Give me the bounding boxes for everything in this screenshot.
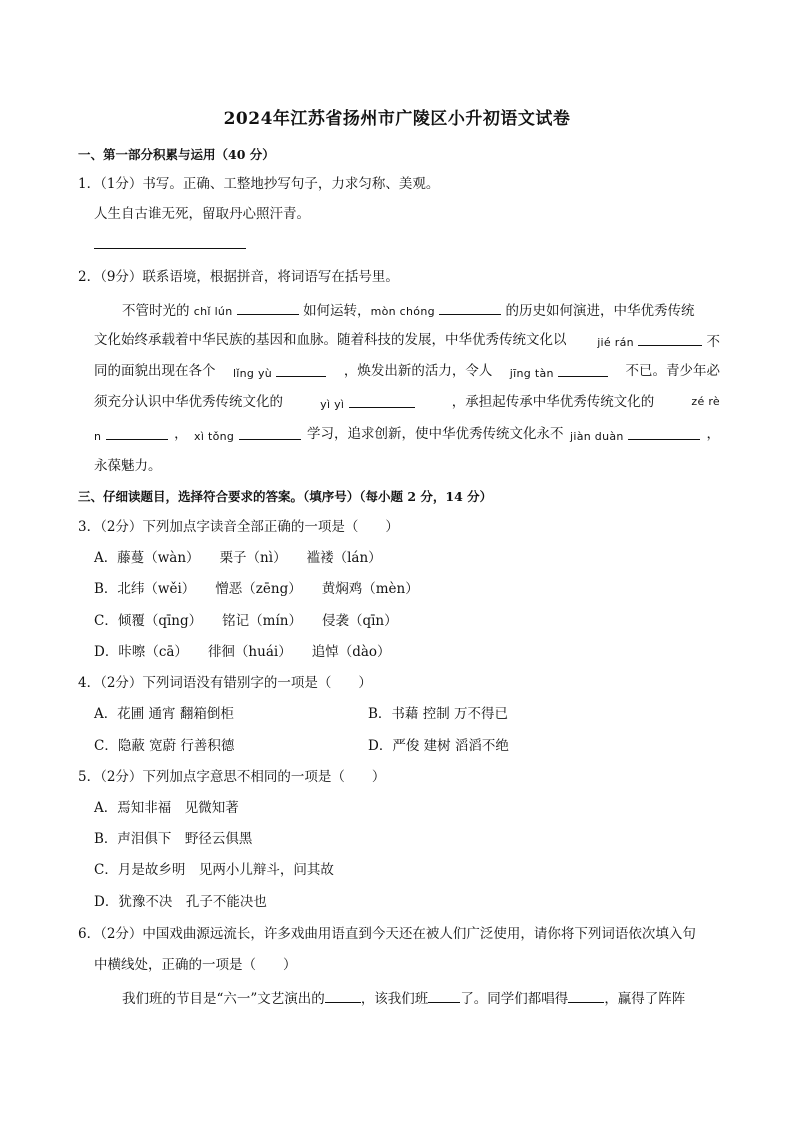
question-5-stem: 5．（2分）下列加点字意思不相同的一项是（ ） (78, 769, 386, 785)
question-2-stem: 2．（9分）联系语境，根据拼音，将词语写在括号里。 (78, 269, 399, 285)
section-heading-3: 三、仔细读题目，选择符合要求的答案。（填序号）（每小题 2 分，14 分） (78, 489, 493, 504)
answer-blank[interactable] (439, 300, 501, 315)
question-3-option-c[interactable]: C．倾覆（qīng） 铭记（mín） 侵袭（qīn） (94, 613, 398, 629)
question-3-stem: 3．（2分）下列加点字读音全部正确的一项是（ ） (78, 519, 399, 535)
question-3-option-d[interactable]: D．咔嚓（cā） 徘徊（huái） 追悼（dào） (94, 644, 391, 660)
question-3-option-a[interactable]: A．藤蔓（wàn） 栗子（nì） 褴褛（lán） (94, 550, 382, 566)
answer-blank[interactable] (558, 362, 608, 377)
answer-blank[interactable] (568, 988, 604, 1003)
question-4-option-a[interactable]: A．花圃 通宵 翻箱倒柜 (94, 706, 234, 722)
pinyin: yì yì (320, 398, 345, 411)
pinyin: n (94, 430, 102, 443)
pinyin: mòn chóng (370, 305, 435, 318)
question-2-passage-line-3: 同的面貌出现在各个 lǐng yù ，焕发出新的活力，令人 jīng tàn 不已。青少年必 (94, 363, 720, 380)
question-2-passage-line-6: 永葆魅力。 (94, 458, 162, 474)
question-5-option-c[interactable]: C．月是故乡明 见两小儿辩斗，问其故 (94, 862, 334, 878)
question-5-option-b[interactable]: B．声泪俱下 野径云俱黑 (94, 831, 253, 847)
answer-blank[interactable] (237, 300, 299, 315)
question-6-sentence: 我们班的节目是“六一”文艺演出的 ，该我们班 了。同学们都唱得 ，赢得了阵阵 (122, 988, 685, 1008)
pinyin: zé rè (691, 395, 720, 408)
question-6-stem-line-2: 中横线处，正确的一项是（ ） (94, 957, 297, 973)
question-1-answer-line[interactable] (94, 248, 246, 249)
pinyin: chǐ lún (193, 305, 233, 318)
answer-blank[interactable] (325, 988, 361, 1003)
answer-blank[interactable] (628, 425, 700, 440)
question-3-option-b[interactable]: B．北纬（wěi） 憎恶（zēng） 黄焖鸡（mèn） (94, 581, 419, 597)
pinyin: lǐng yù (232, 367, 273, 380)
answer-blank[interactable] (428, 988, 460, 1003)
question-2-passage-line-1: 不管时光的 chǐ lún 如何运转，mòn chóng 的历史如何演进，中华优秀传统 (122, 300, 694, 321)
question-4-option-c[interactable]: C．隐蔽 宽蔚 行善积德 (94, 738, 235, 754)
answer-blank[interactable] (239, 425, 301, 440)
question-5-option-a[interactable]: A．焉知非福 见微知著 (94, 800, 239, 816)
pinyin: jīng tàn (509, 367, 554, 380)
answer-blank[interactable] (638, 331, 702, 346)
question-5-option-d[interactable]: D．犹豫不决 孔子不能决也 (94, 894, 267, 910)
section-heading-1: 一、第一部分积累与运用（40 分） (78, 147, 275, 162)
answer-blank[interactable] (276, 362, 326, 377)
question-6-stem-line-1: 6．（2分）中国戏曲源远流长，许多戏曲用语直到今天还在被人们广泛使用，请你将下列词语依次填入句 (78, 926, 696, 942)
question-4-stem: 4．（2分）下列词语没有错别字的一项是（ ） (78, 675, 372, 691)
question-2-passage-line-4: 须充分认识中华优秀传统文化的 yì yì ，承担起传承中华优秀传统文化的 zé rè (94, 393, 720, 414)
answer-blank[interactable] (349, 393, 415, 408)
exam-title: 2024年江苏省扬州市广陵区小升初语文试卷 (223, 109, 571, 129)
question-1-stem: 1．（1分）书写。正确、工整地抄写句子，力求匀称、美观。 (78, 176, 440, 192)
question-4-option-b[interactable]: B．书藉 控制 万不得已 (368, 706, 509, 722)
pinyin: jiàn duàn (569, 430, 624, 443)
answer-blank[interactable] (106, 425, 168, 440)
question-4-option-d[interactable]: D．严俊 建树 滔滔不绝 (368, 738, 509, 754)
question-2-passage-line-2: 文化始终承载着中华民族的基因和血脉。随着科技的发展，中华优秀传统文化以 jié rán 不 (94, 332, 720, 350)
pinyin: jié rán (597, 336, 634, 349)
pinyin: xì tǒng (194, 430, 235, 443)
question-2-passage-line-5: n ， xì tǒng 学习，追求创新，使中华优秀传统文化永不 jiàn duàn ， (94, 426, 720, 443)
question-1-sentence: 人生自古谁无死，留取丹心照汗青。 (94, 206, 310, 222)
